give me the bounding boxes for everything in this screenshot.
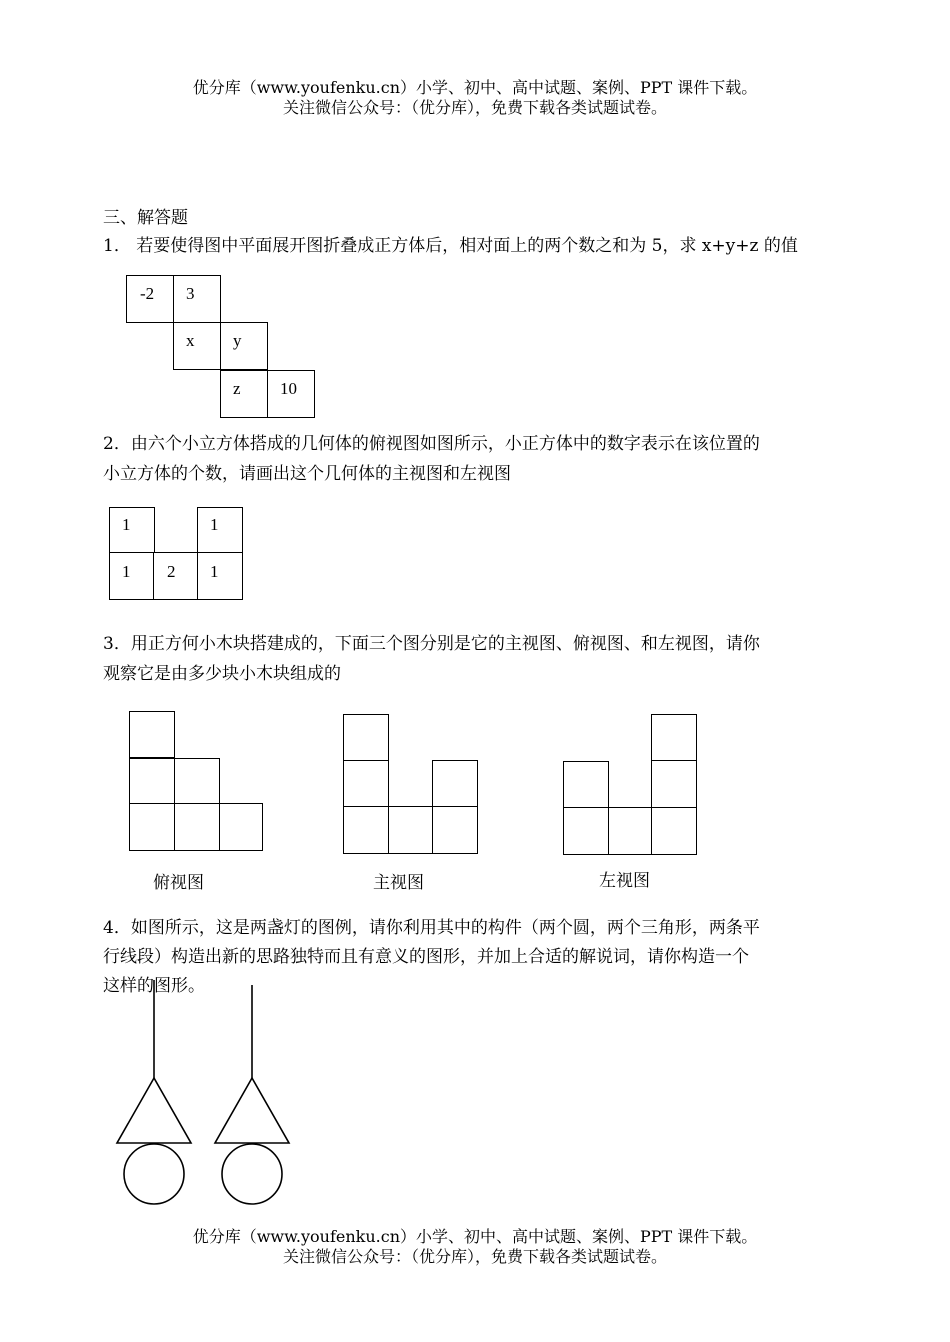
view-square <box>174 803 220 851</box>
q4-text-line-3: 这样的图形。 <box>103 976 205 996</box>
grid-cell-value: 1 <box>210 562 219 581</box>
grid-cell-value: 1 <box>210 515 219 534</box>
view-square <box>129 803 175 851</box>
top-view-caption: 俯视图 <box>153 873 204 893</box>
grid-cell <box>197 552 243 600</box>
footer-line-1: 优分库（www.youfenku.cn）小学、初中、高中试题、案例、PPT 课件下载。 <box>192 1227 758 1246</box>
q2-text-line-1: 2．由六个小立方体搭成的几何体的俯视图如图所示，小正方体中的数字表示在该位置的 <box>103 434 760 454</box>
header-line-1: 优分库（www.youfenku.cn）小学、初中、高中试题、案例、PPT 课件下载。 <box>192 78 758 97</box>
view-square <box>343 760 389 807</box>
section-title: 三、解答题 <box>103 208 188 228</box>
net-cell <box>126 275 174 323</box>
lamp-1-circle <box>124 1144 184 1204</box>
view-square <box>343 714 389 761</box>
q3-text-line-2: 观察它是由多少块小木块组成的 <box>103 664 341 684</box>
net-cell <box>220 322 268 370</box>
view-square <box>174 758 220 804</box>
q4-text-line-2: 行线段）构造出新的思路独特而且有意义的图形，并加上合适的解说词，请你构造一个 <box>103 947 749 967</box>
net-cell <box>173 275 221 323</box>
lamp-legend-figure <box>100 980 320 1210</box>
net-cell-value: z <box>233 379 241 398</box>
view-square <box>651 807 697 855</box>
view-square <box>219 803 263 851</box>
q3-text-line-1: 3．用正方何小木块搭建成的，下面三个图分别是它的主视图、俯视图、和左视图，请你 <box>103 634 760 654</box>
q4-text-line-1: 4．如图所示，这是两盏灯的图例，请你利用其中的构件（两个圆，两个三角形，两条平 <box>103 918 760 938</box>
view-square <box>563 761 609 808</box>
net-cell <box>267 370 315 418</box>
view-square <box>608 807 652 855</box>
view-square <box>343 806 389 854</box>
footer-line-2: 关注微信公众号：（优分库），免费下载各类试题试卷。 <box>282 1247 667 1266</box>
q2-text-line-2: 小立方体的个数，请画出这个几何体的主视图和左视图 <box>103 464 511 484</box>
header-line-2: 关注微信公众号：（优分库），免费下载各类试题试卷。 <box>282 98 667 117</box>
side-view-caption: 左视图 <box>599 871 650 891</box>
view-square <box>432 806 478 854</box>
lamp-1 <box>117 980 191 1204</box>
front-view-caption: 主视图 <box>373 873 424 893</box>
lamp-2-circle <box>222 1144 282 1204</box>
net-cell-value: -2 <box>140 284 155 303</box>
view-square <box>563 807 609 855</box>
net-cell-value: 3 <box>186 284 195 303</box>
view-square <box>651 714 697 761</box>
q1-text: 1． 若要使得图中平面展开图折叠成正方体后，相对面上的两个数之和为 5，求 x+y+z 的值 <box>103 236 798 256</box>
view-square <box>651 760 697 808</box>
net-cell <box>173 322 221 370</box>
view-square <box>388 806 433 854</box>
grid-cell-value: 1 <box>122 515 131 534</box>
grid-cell <box>153 552 199 600</box>
grid-cell <box>109 507 155 554</box>
grid-cell-value: 1 <box>122 562 131 581</box>
net-cell <box>220 370 268 418</box>
net-cell-value: y <box>233 331 242 350</box>
lamp-2-triangle <box>215 1078 289 1143</box>
lamp-1-triangle <box>117 1078 191 1143</box>
grid-cell <box>109 552 155 600</box>
view-square <box>129 758 175 804</box>
grid-cell <box>197 507 243 554</box>
view-square <box>129 711 175 758</box>
grid-cell-value: 2 <box>167 562 176 581</box>
net-cell-value: x <box>186 331 195 350</box>
lamp-2 <box>215 985 289 1204</box>
net-cell-value: 10 <box>280 379 297 398</box>
view-square <box>432 760 478 807</box>
